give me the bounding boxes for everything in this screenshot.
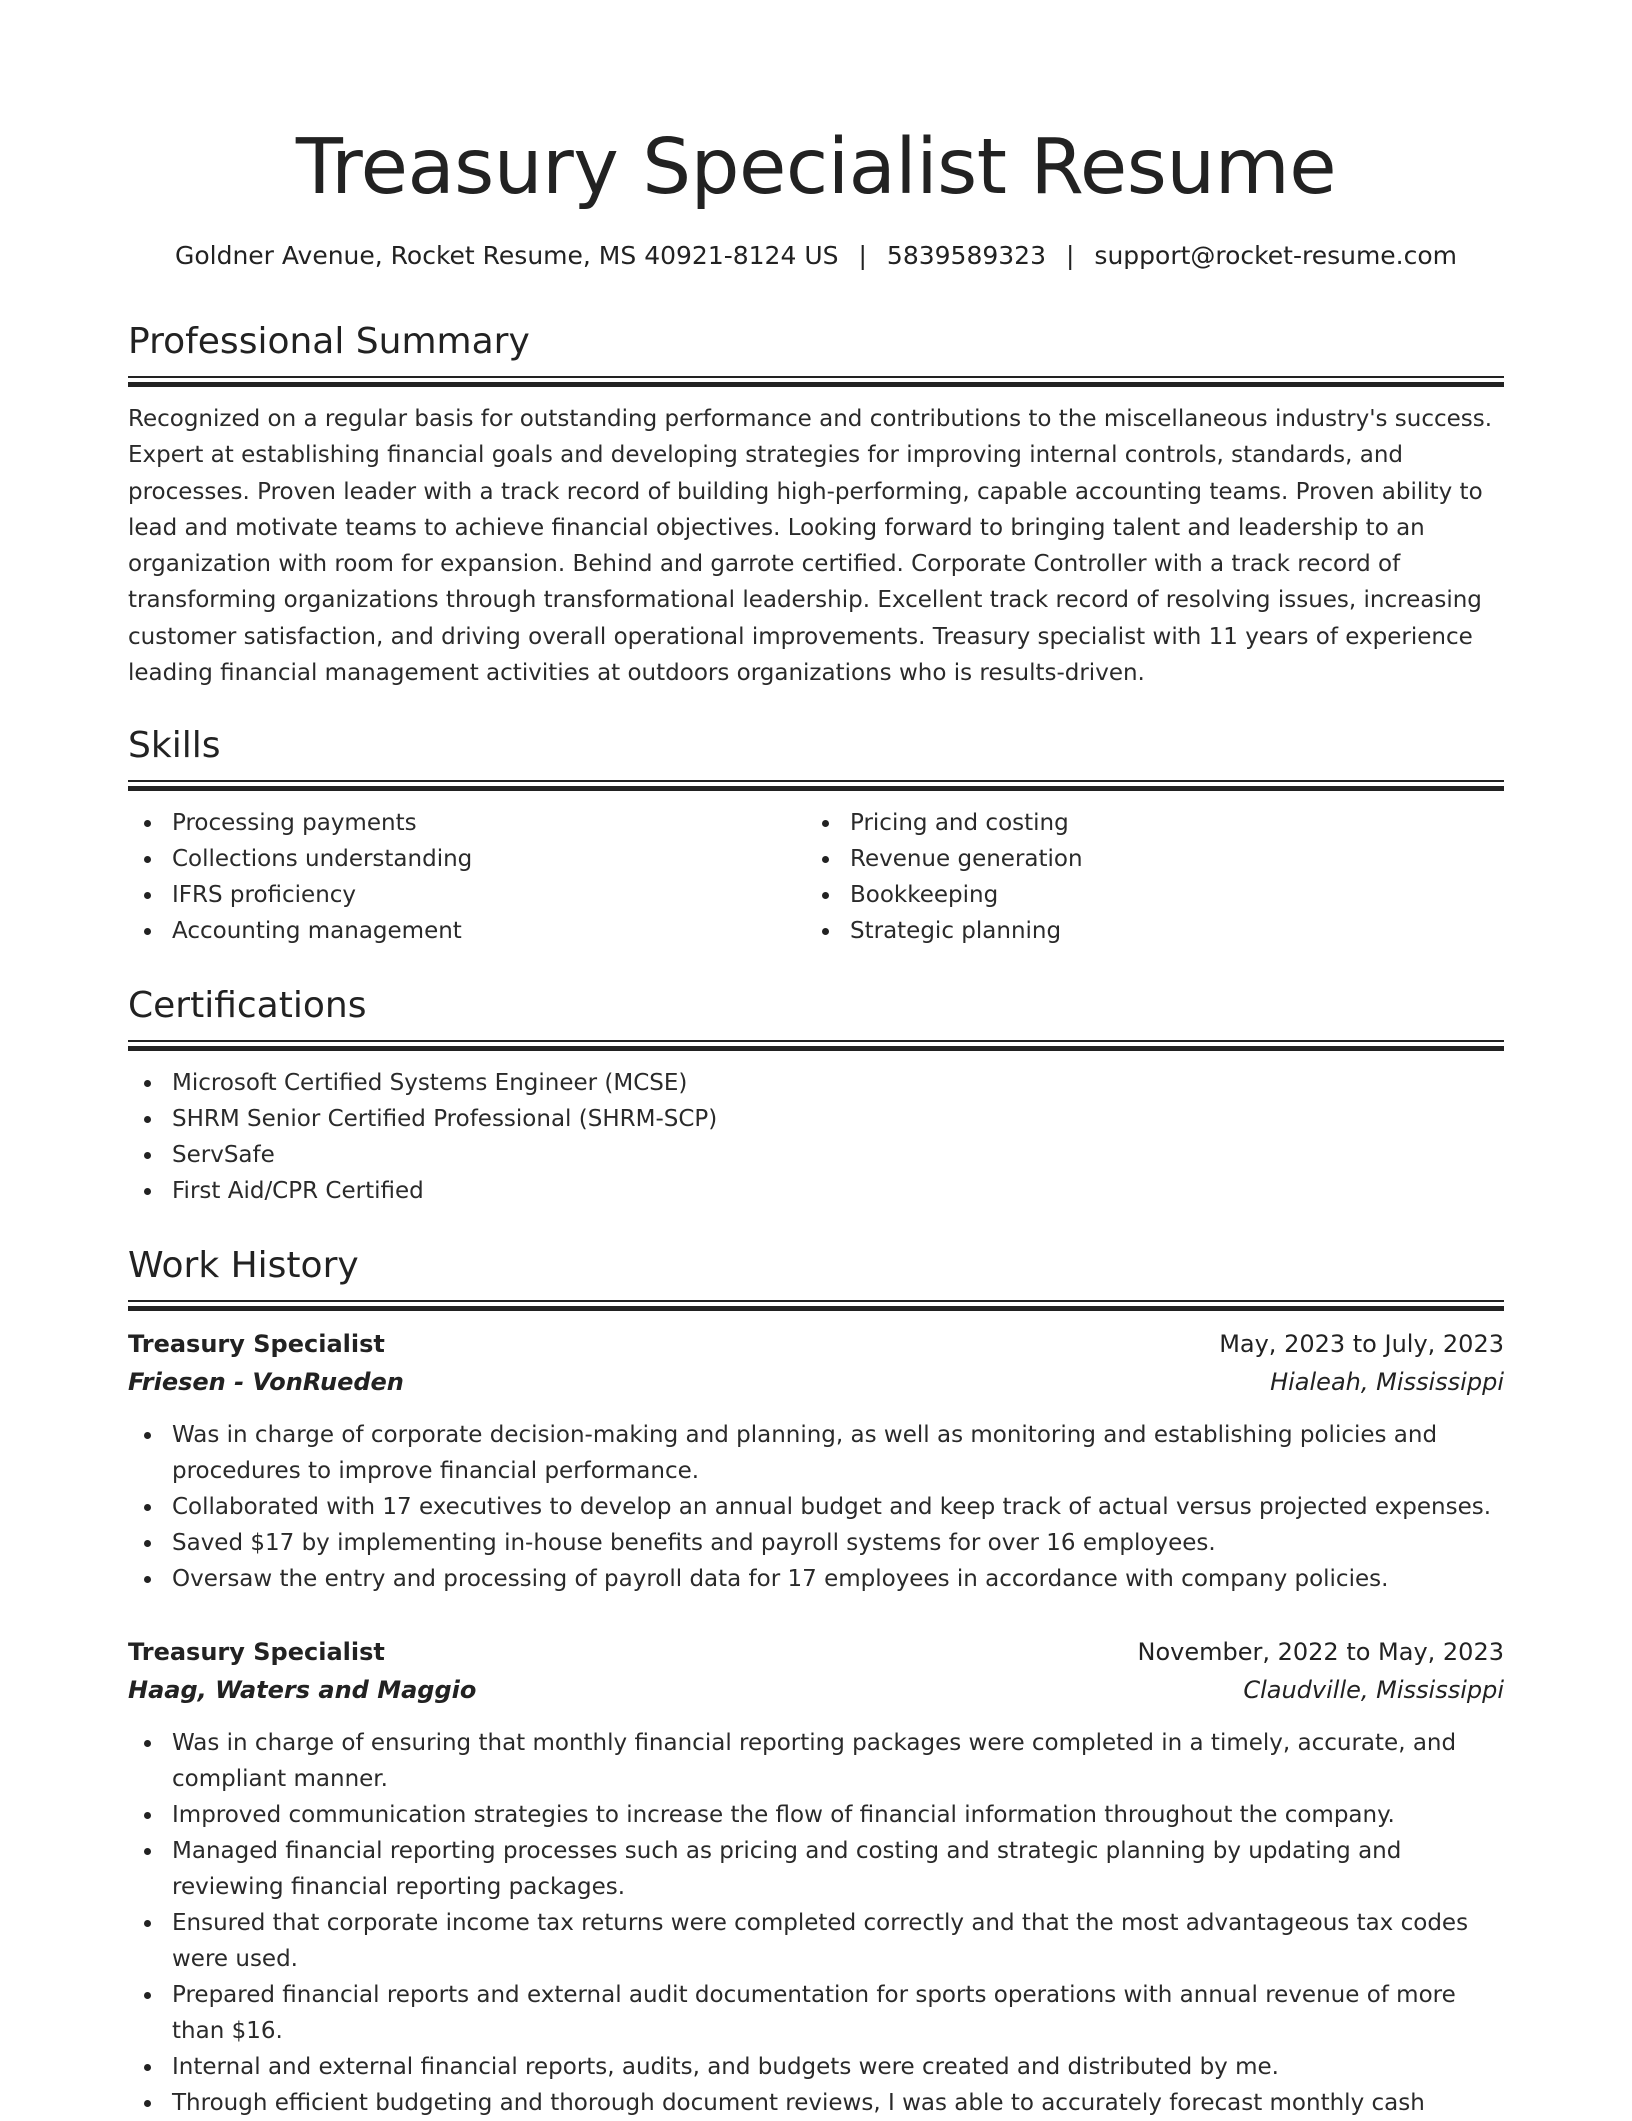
job-bullet: Internal and external financial reports, audits, and budgets were created and distributed by me.	[128, 2049, 1504, 2085]
skill-item: Processing payments	[128, 805, 806, 841]
job-bullet: Collaborated with 17 executives to develop an annual budget and keep track of actual versus projected expenses.	[128, 1489, 1504, 1525]
address: Goldner Avenue, Rocket Resume, MS 40921-8124 US	[174, 241, 839, 270]
skills-heading: Skills	[128, 725, 221, 766]
summary-text: Recognized on a regular basis for outstanding performance and contributions to the miscellaneous industry's success. Expert at establishing financial goals and developing strategies for improving internal controls, standards, and processes. Proven leader with a track record of building high-performing, capable accounting teams. Proven ability to lead and motivate teams to achieve financial objectives. Looking forward to bringing talent and leadership to an organization with room for expansion. Behind and garrote certified. Corporate Controller with a track record of transforming organizations through transformational leadership. Excellent track record of resolving issues, increasing customer satisfaction, and driving overall operational improvements. Treasury specialist with 11 years of experience leading financial management activities at outdoors organizations who is results-driven.	[128, 406, 1493, 687]
job-location: Claudville, Mississippi	[1243, 1676, 1504, 1704]
job-bullet: Oversaw the entry and processing of payroll data for 17 employees in accordance with company policies.	[128, 1561, 1504, 1597]
page-title: Treasury Specialist Resume	[295, 123, 1337, 212]
job-entry	[128, 1633, 1504, 2121]
section-divider	[128, 1300, 1504, 1311]
job-dates: May, 2023 to July, 2023	[1219, 1330, 1504, 1358]
job-bullet: Was in charge of corporate decision-making and planning, as well as monitoring and establishing policies and procedures to improve financial performance.	[128, 1417, 1504, 1489]
work-history-heading: Work History	[128, 1245, 359, 1286]
skill-item: Pricing and costing	[806, 805, 1484, 841]
summary-section	[128, 318, 1504, 691]
email: support@rocket-resume.com	[1094, 241, 1458, 270]
work-history-section	[128, 1242, 1504, 2121]
section-divider	[128, 1040, 1504, 1051]
section-divider	[128, 376, 1504, 387]
job-bullet: Improved communication strategies to increase the flow of financial information throughout the company.	[128, 1797, 1504, 1833]
job-bullet: Prepared financial reports and external audit documentation for sports operations with annual revenue of more than $16.	[128, 1977, 1504, 2049]
skill-item: Accounting management	[128, 913, 806, 949]
skill-item: Revenue generation	[806, 841, 1484, 877]
certification-item: ServSafe	[128, 1137, 1504, 1173]
skill-item: Strategic planning	[806, 913, 1484, 949]
certifications-heading: Certifications	[128, 985, 367, 1026]
job-company: Friesen - VonRueden	[128, 1368, 404, 1396]
job-company: Haag, Waters and Maggio	[128, 1676, 477, 1704]
summary-heading: Professional Summary	[128, 321, 530, 362]
skill-item: IFRS proficiency	[128, 877, 806, 913]
skills-section	[128, 722, 1504, 949]
job-title: Treasury Specialist	[128, 1330, 385, 1358]
phone: 5839589323	[886, 241, 1046, 270]
job-dates: November, 2022 to May, 2023	[1137, 1638, 1504, 1666]
skills-right-list	[806, 805, 1484, 949]
skills-left-list	[128, 805, 806, 949]
job-subheader	[128, 1671, 1504, 1709]
job-bullet: Through efficient budgeting and thorough document reviews, I was able to accurately forecast monthly cash	[128, 2085, 1504, 2121]
separator: |	[1065, 241, 1075, 270]
job-bullets	[128, 1725, 1504, 2121]
contact-line	[128, 238, 1504, 274]
skill-item: Bookkeeping	[806, 877, 1484, 913]
job-location: Hialeah, Mississippi	[1270, 1368, 1504, 1396]
job-title: Treasury Specialist	[128, 1638, 385, 1666]
job-bullet: Ensured that corporate income tax returns were completed correctly and that the most advantageous tax codes were used.	[128, 1905, 1504, 1977]
skills-grid	[128, 805, 1504, 949]
job-bullet: Managed financial reporting processes such as pricing and costing and strategic planning by updating and reviewing financial reporting packages.	[128, 1833, 1504, 1905]
job-entry	[128, 1325, 1504, 1597]
certification-item: First Aid/CPR Certified	[128, 1173, 1504, 1209]
job-header	[128, 1633, 1504, 1671]
job-bullets	[128, 1417, 1504, 1597]
skill-item: Collections understanding	[128, 841, 806, 877]
certification-item: SHRM Senior Certified Professional (SHRM-SCP)	[128, 1101, 1504, 1137]
separator: |	[858, 241, 867, 270]
section-divider	[128, 780, 1504, 791]
certifications-section	[128, 982, 1504, 1209]
job-bullet: Saved $17 by implementing in-house benefits and payroll systems for over 16 employees.	[128, 1525, 1504, 1561]
certification-item: Microsoft Certified Systems Engineer (MCSE)	[128, 1065, 1504, 1101]
certifications-list	[128, 1065, 1504, 1209]
job-subheader	[128, 1363, 1504, 1401]
job-bullet: Was in charge of ensuring that monthly financial reporting packages were completed in a timely, accurate, and compliant manner.	[128, 1725, 1504, 1797]
job-header	[128, 1325, 1504, 1363]
